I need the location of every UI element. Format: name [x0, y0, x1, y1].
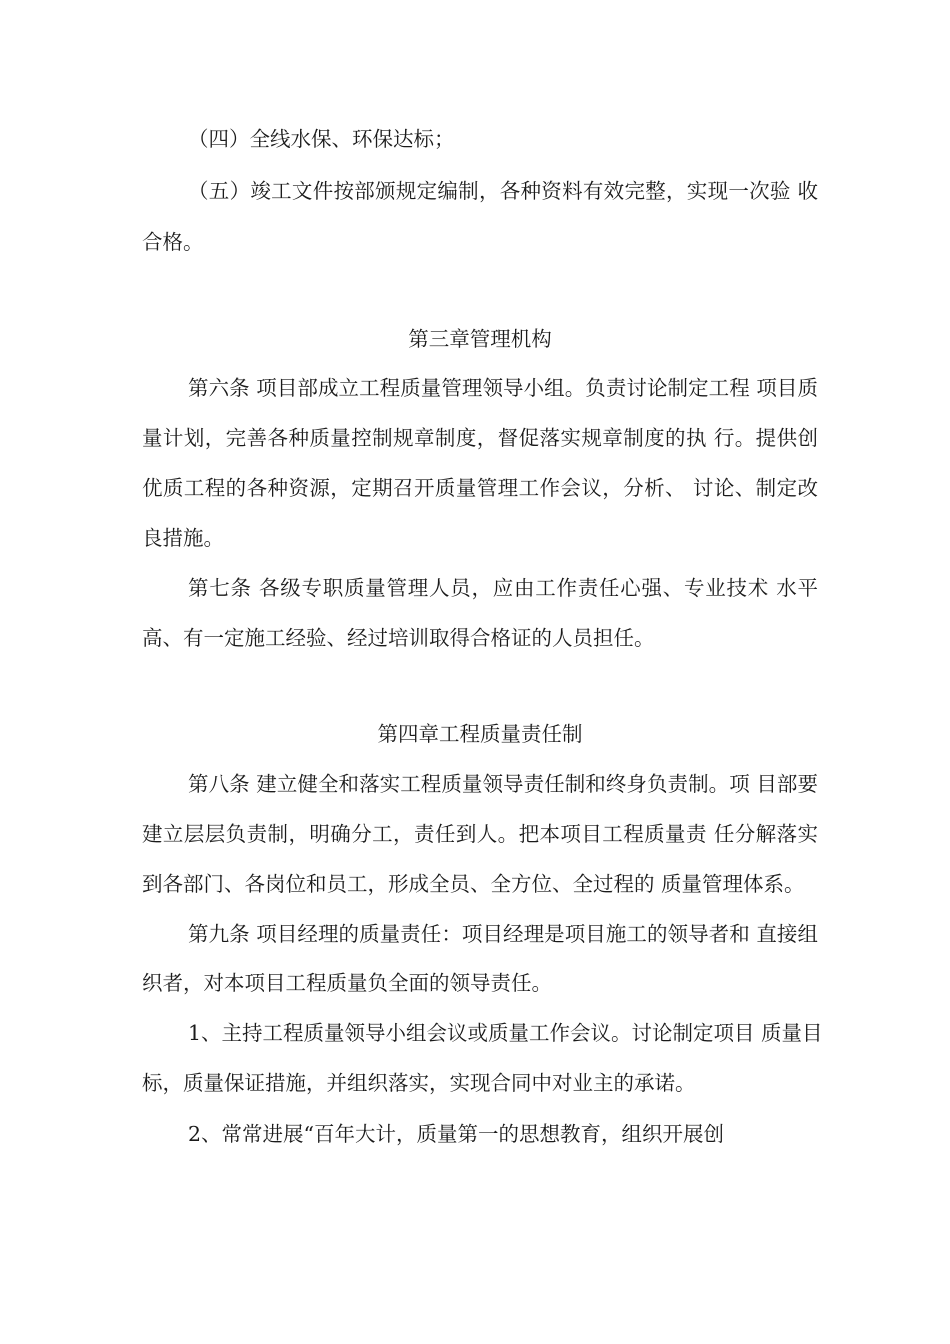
- article-eight-cont-1: 建立层层负责制，明确分工，责任到人。把本项目工程质量责 任分解落实: [142, 822, 818, 846]
- chapter-three-heading: 第三章管理机构: [408, 327, 552, 351]
- article-six-cont-2: 优质工程的各种资源，定期召开质量管理工作会议，分析、 讨论、制定改: [142, 476, 818, 500]
- list-item-1: 1、主持工程质量领导小组会议或质量工作会议。讨论制定项目 质量目: [188, 1021, 823, 1045]
- chapter-four-heading: 第四章工程质量责任制: [377, 722, 583, 746]
- item-four: （四）全线水保、环保达标；: [188, 127, 455, 151]
- item-five: （五）竣工文件按部颁规定编制，各种资料有效完整，实现一次验 收: [188, 179, 818, 203]
- article-six: 第六条 项目部成立工程质量管理领导小组。负责讨论制定工程 项目质: [188, 376, 818, 400]
- article-six-cont-3: 良措施。: [142, 526, 224, 550]
- article-seven-cont: 高、有一定施工经验、经过培训取得合格证的人员担任。: [142, 626, 655, 650]
- article-nine: 第九条 项目经理的质量责任：项目经理是项目施工的领导者和 直接组: [188, 922, 818, 946]
- article-six-cont-1: 量计划，完善各种质量控制规章制度，督促落实规章制度的执 行。提供创: [142, 426, 818, 450]
- article-eight: 第八条 建立健全和落实工程质量领导责任制和终身负责制。项 目部要: [188, 772, 818, 796]
- article-eight-cont-2: 到各部门、各岗位和员工，形成全员、全方位、全过程的 质量管理体系。: [142, 872, 805, 896]
- article-seven: 第七条 各级专职质量管理人员，应由工作责任心强、专业技术 水平: [188, 576, 818, 600]
- article-nine-cont: 织者，对本项目工程质量负全面的领导责任。: [142, 971, 552, 995]
- item-five-cont: 合格。: [142, 230, 204, 254]
- list-item-2: 2、常常进展“百年大计，质量第一的思想教育，组织开展创: [188, 1122, 725, 1146]
- list-item-1-cont: 标，质量保证措施，并组织落实，实现合同中对业主的承诺。: [142, 1071, 696, 1095]
